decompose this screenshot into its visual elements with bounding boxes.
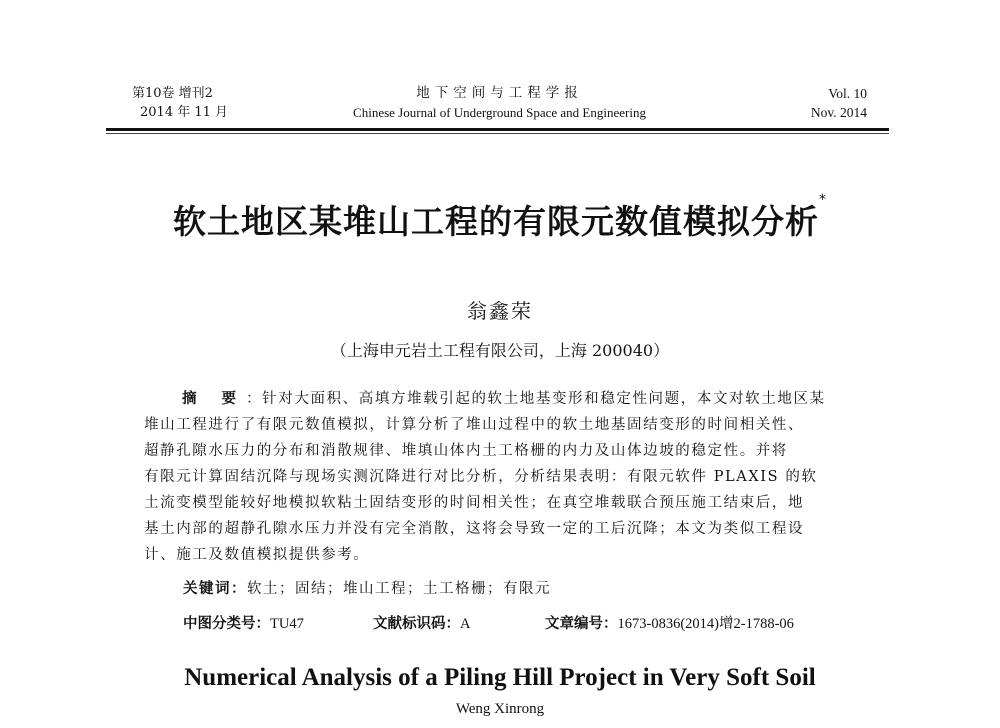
clc-label: 中图分类号： bbox=[183, 616, 270, 632]
title-footnote-mark: * bbox=[819, 192, 827, 208]
abstract-line bbox=[144, 386, 856, 412]
header-center bbox=[132, 84, 867, 122]
clc-number bbox=[183, 612, 304, 633]
abstract-line: 堆山工程进行了有限元数值模拟，计算分析了堆山过程中的软土地基固结变形的时间相关性、 bbox=[144, 417, 805, 433]
article-label: 文章编号： bbox=[545, 616, 618, 632]
journal-name-cn: 地下空间与工程学报 bbox=[416, 85, 583, 101]
date-cn: 2014 年 11 月 bbox=[140, 105, 229, 120]
abstract-line: 超静孔隙水压力的分布和消散规律、堆填山体内土工格栅的内力及山体边坡的稳定性。并将 bbox=[144, 443, 788, 459]
date-en: Nov. 2014 bbox=[810, 105, 867, 120]
author-name: 翁鑫荣 bbox=[467, 299, 533, 323]
article-number bbox=[545, 612, 794, 633]
doc-value: A bbox=[460, 616, 471, 632]
abstract-line: 土流变模型能较好地模拟软粘土固结变形的时间相关性；在真空堆载联合预压施工结束后，地 bbox=[144, 495, 805, 511]
english-author: Weng Xinrong bbox=[455, 701, 545, 717]
abstract-line: 有限元计算固结沉降与现场实测沉降进行对比分析，分析结果表明：有限元软件 PLAXIS 的软 bbox=[144, 469, 818, 485]
doc-label: 文献标识码： bbox=[373, 616, 460, 632]
volume-en: Vol. 10 bbox=[828, 86, 867, 101]
article-value: 1673-0836(2014)增2-1788-06 bbox=[617, 616, 794, 632]
keywords-label: 关键词： bbox=[183, 581, 247, 597]
header-rule-thin bbox=[106, 133, 889, 134]
keywords-text: 软土；固结；堆山工程；土工格栅；有限元 bbox=[247, 581, 551, 597]
volume-cn: 第10卷 增刊2 bbox=[132, 86, 213, 101]
header-rule bbox=[106, 128, 889, 131]
author-affiliation: （上海申元岩土工程有限公司，上海 200040） bbox=[330, 341, 670, 360]
abstract-text: ：针对大面积、高填方堆载引起的软土地基变形和稳定性问题，本文对软土地区某 bbox=[246, 391, 826, 407]
header-right bbox=[811, 84, 867, 122]
document-code bbox=[373, 612, 470, 633]
running-header bbox=[132, 84, 867, 134]
title-text: 软土地区某堆山工程的有限元数值模拟分析 bbox=[173, 202, 819, 241]
abstract-line: 基土内部的超静孔隙水压力并没有完全消散，这将会导致一定的工后沉降；本文为类似工程设 bbox=[144, 521, 805, 537]
keywords bbox=[183, 577, 551, 598]
abstract-line: 计、施工及数值模拟提供参考。 bbox=[144, 547, 370, 563]
journal-name-en: Chinese Journal of Underground Space and Engineering bbox=[353, 105, 646, 120]
paper-title bbox=[0, 192, 1000, 243]
abstract bbox=[144, 386, 856, 568]
clc-value: TU47 bbox=[270, 616, 304, 632]
english-title: Numerical Analysis of a Piling Hill Project in Very Soft Soil bbox=[184, 664, 816, 691]
abstract-label: 摘 要 bbox=[182, 391, 247, 407]
